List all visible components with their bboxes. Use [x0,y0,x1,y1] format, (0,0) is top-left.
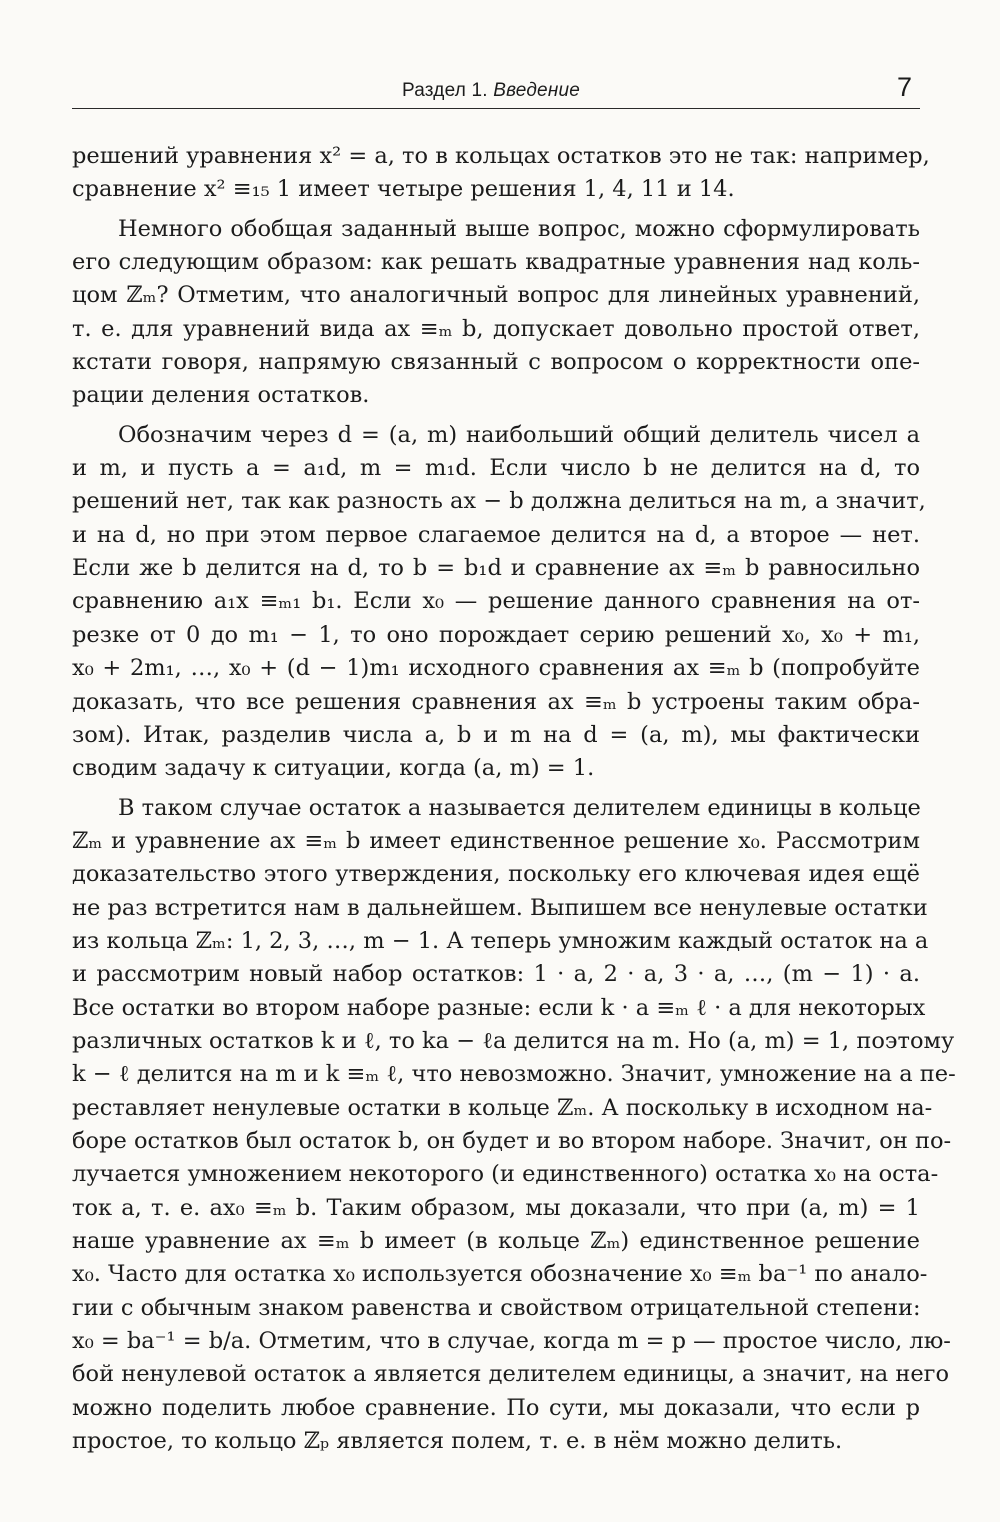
text-line: решений уравнения x² = a, то в кольцах остатков это не так: например, [72,143,930,169]
text-line: В таком случае остаток a называется делителем единицы в кольце [118,794,921,821]
text-line: из кольца ℤₘ: 1, 2, 3, …, m − 1. А теперь умножим каждый остаток на a [72,927,929,954]
text-line: зом). Итак, разделив числа a, b и m на d = (a, m), мы фактически [72,721,920,748]
text-line: Если же b делится на d, то b = b₁d и сравнение ax ≡ₘ b равносильно [72,555,920,582]
text-line: решений нет, так как разность ax − b должна делиться на m, а значит, [72,488,926,515]
text-line: различных остатков k и ℓ, то ka − ℓa делится на m. Но (a, m) = 1, поэтому [72,1027,955,1054]
text-line: сводим задачу к ситуации, когда (a, m) = 1. [72,755,595,782]
text-line: лучается умножением некоторого (и единственного) остатка x₀ на оста- [72,1161,939,1188]
text-line: гии с обычным знаком равенства и свойством отрицательной степени: [72,1294,921,1321]
text-line: доказать, что все решения сравнения ax ≡ₘ b устроены таким обра- [72,688,920,715]
text-line: его следующим образом: как решать квадратные уравнения над коль- [72,249,920,276]
text-line: простое, то кольцо ℤₚ является полем, т. е. в нём можно делить. [72,1428,843,1455]
text-line: Немного обобщая заданный выше вопрос, можно сформулировать [118,215,920,242]
paragraph [72,792,956,1459]
text-line: и рассмотрим новый набор остатков: 1 · a, 2 · a, 3 · a, …, (m − 1) · a. [72,961,920,988]
text-line: Все остатки во втором наборе разные: если k · a ≡ₘ ℓ · a для некоторых [72,994,926,1021]
text-line: и на d, но при этом первое слагаемое делится на d, а второе — нет. [72,521,920,548]
text-line: x₀ = ba⁻¹ = b/a. Отметим, что в случае, когда m = p — простое число, лю- [72,1328,951,1355]
text-line: ℤₘ и уравнение ax ≡ₘ b имеет единственное решение x₀. Рассмотрим [72,827,920,854]
text-line: цом ℤₘ? Отметим, что аналогичный вопрос для линейных уравнений, [72,282,920,309]
text-line: не раз встретится нам в дальнейшем. Выпишем все ненулевые остатки [72,894,928,921]
paragraph [72,419,926,786]
text-line: x₀. Часто для остатка x₀ используется обозначение x₀ ≡ₘ ba⁻¹ по анало- [72,1261,928,1288]
running-head [402,80,580,102]
text-line: рации деления остатков. [72,382,370,409]
section-label: Раздел 1. [402,80,488,101]
running-header [72,74,920,109]
paragraph [72,140,930,207]
text-line: сравнению a₁x ≡ₘ₁ b₁. Если x₀ — решение данного сравнения на от- [72,588,920,615]
text-line: т. е. для уравнений вида ax ≡ₘ b, допускает довольно простой ответ, [72,315,920,342]
page-number: 7 [896,72,912,102]
text-line: ток a, т. е. ax₀ ≡ₘ b. Таким образом, мы доказали, что при (a, m) = 1 [72,1194,920,1221]
text-line: и m, и пусть a = a₁d, m = m₁d. Если число b не делится на d, то [72,455,920,482]
text-line: сравнение x² ≡₁₅ 1 имеет четыре решения 1, 4, 11 и 14. [72,176,735,203]
text-line: k − ℓ делится на m и k ≡ₘ ℓ, что невозможно. Значит, умножение на a пе- [72,1061,956,1088]
text-line: x₀ + 2m₁, …, x₀ + (d − 1)m₁ исходного сравнения ax ≡ₘ b (попробуйте [72,655,920,682]
text-line: можно поделить любое сравнение. По сути, мы доказали, что если p [72,1394,920,1421]
chapter-title: Введение [493,80,581,101]
body-text [72,140,956,1458]
text-line: доказательство этого утверждения, поскольку его ключевая идея ещё [72,861,920,888]
paragraph [72,213,920,413]
text-line: бой ненулевой остаток a является делителем единицы, а значит, на него [72,1361,950,1388]
text-line: реставляет ненулевые остатки в кольце ℤₘ. А поскольку в исходном на- [72,1094,933,1121]
text-line: боре остатков был остаток b, он будет и во втором наборе. Значит, он по- [72,1127,952,1154]
text-line: наше уравнение ax ≡ₘ b имеет (в кольце ℤₘ) единственное решение [72,1228,920,1254]
text-line: кстати говоря, напрямую связанный с вопросом о корректности опе- [72,349,920,376]
text-line: резке от 0 до m₁ − 1, то оно порождает серию решений x₀, x₀ + m₁, [72,621,920,648]
text-line: Обозначим через d = (a, m) наибольший общий делитель чисел a [118,421,920,448]
